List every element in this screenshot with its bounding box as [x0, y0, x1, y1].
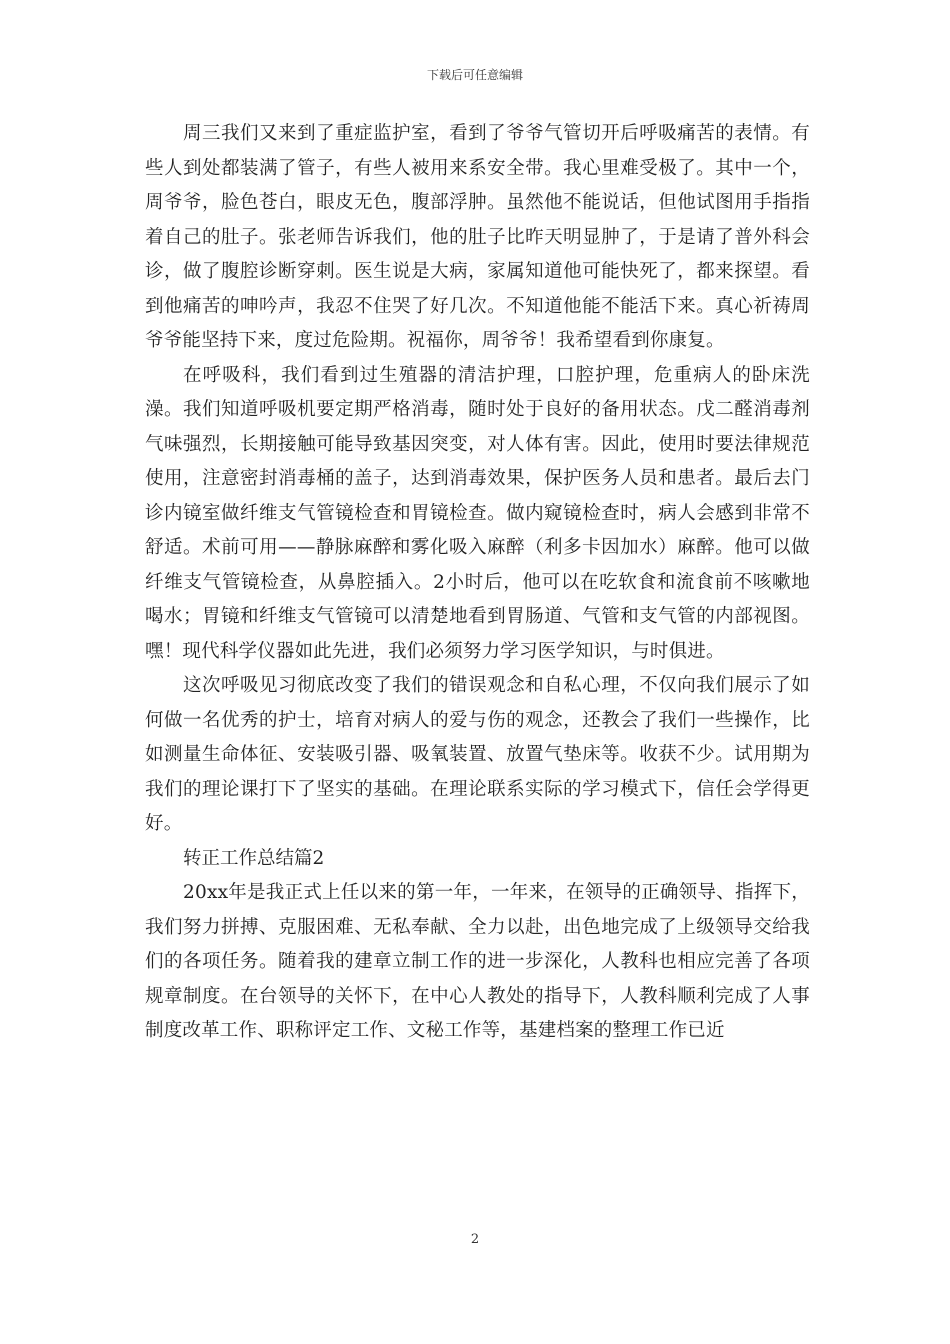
- paragraph-internship-reflection: 这次呼吸见习彻底改变了我们的错误观念和自私心理，不仅向我们展示了如何做一名优秀的护士，培育对病人的爱与伤的观念，还教会了我们一些操作，比如测量生命体征、安装吸引器、吸氧装置、放置气垫床等。收获不少。试用期为我们的理论课打下了坚实的基础。在理论联系实际的学习模式下，信任会学得更好。: [145, 675, 810, 834]
- page-header: 下载后可任意编辑: [426, 68, 523, 82]
- document-body: [145, 117, 810, 1049]
- paragraph-icu-visit: 周三我们又来到了重症监护室，看到了爷爷气管切开后呼吸痛苦的表情。有些人到处都装满了管子，有些人被用来系安全带。我心里难受极了。其中一个，周爷爷，脸色苍白，眼皮无色，腹部浮肿。虽然他不能说话，但他试图用手指指着自己的肚子。张老师告诉我们，他的肚子比昨天明显肿了，于是请了普外科会诊，做了腹腔诊断穿刺。医生说是大病，家属知道他可能快死了，都来探望。看到他痛苦的呻吟声，我忍不住哭了好几次。不知道他能不能活下来。真心祈祷周爷爷能坚持下来，度过危险期。祝福你，周爷爷！我希望看到你康复。: [145, 123, 810, 351]
- page-number: 2: [470, 1232, 480, 1247]
- paragraph-respiratory-department: 在呼吸科，我们看到过生殖器的清洁护理，口腔护理，危重病人的卧床洗澡。我们知道呼吸机要定期严格消毒，随时处于良好的备用状态。戊二醛消毒剂气味强烈，长期接触可能导致基因突变，对人体有害。因此，使用时要法律规范使用，注意密封消毒桶的盖子，达到消毒效果，保护医务人员和患者。最后去门诊内镜室做纤维支气管镜检查和胃镜检查。做内窥镜检查时，病人会感到非常不舒适。术前可用——静脉麻醉和雾化吸入麻醉（利多卡因加水）麻醉。他可以做纤维支气管镜检查，从鼻腔插入。2小时后，他可以在吃软食和流食前不咳嗽地喝水；胃镜和纤维支气管镜可以清楚地看到胃肠道、气管和支气管的内部视图。嘿！现代科学仪器如此先进，我们必须努力学习医学知识，与时俱进。: [145, 364, 810, 662]
- paragraph-work-summary: 20xx年是我正式上任以来的第一年，一年来，在领导的正确领导、指挥下，我们努力拼搏、克服困难、无私奉献、全力以赴，出色地完成了上级领导交给我们的各项任务。随着我的建章立制工作的进一步深化，人教科也相应完善了各项规章制度。在台领导的关怀下，在中心人教处的指导下，人教科顺利完成了人事制度改革工作、职称评定工作、文秘工作等，基建档案的整理工作已近: [145, 882, 810, 1041]
- section-heading: 转正工作总结篇2: [183, 847, 325, 869]
